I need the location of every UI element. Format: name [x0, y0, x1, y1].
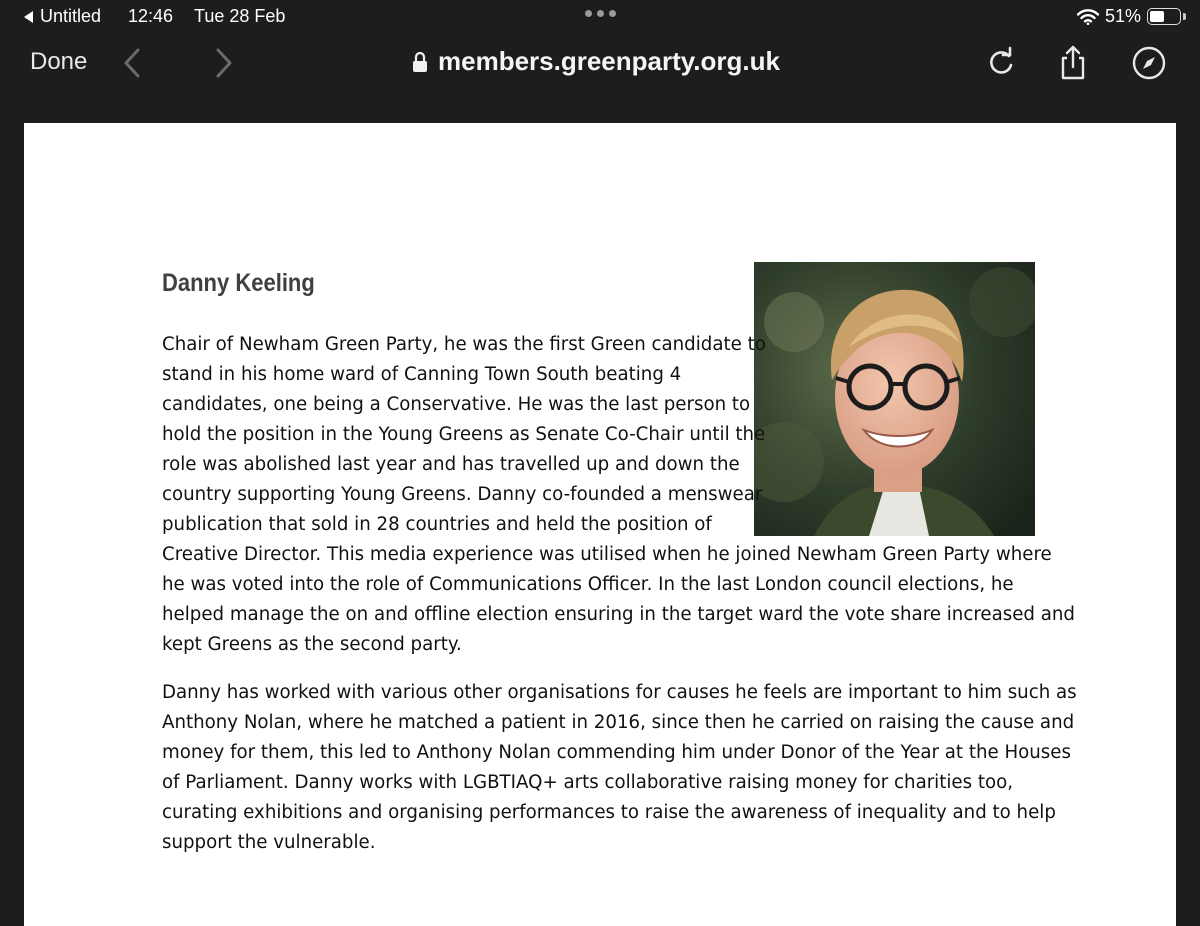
- biography-line: he was voted into the role of Communications Officer. In the last London council elections, he: [162, 574, 1014, 595]
- done-button[interactable]: Done: [30, 48, 88, 75]
- share-icon[interactable]: [1054, 44, 1092, 82]
- wifi-icon: [1077, 9, 1099, 25]
- biography-line: Anthony Nolan, where he matched a patient in 2016, since then he carried on raising the cause and: [162, 712, 1075, 733]
- status-date: Tue 28 Feb: [194, 6, 286, 26]
- biography-line: kept Greens as the second party.: [162, 634, 462, 655]
- biography-line: support the vulnerable.: [162, 832, 376, 853]
- battery-icon: [1147, 8, 1181, 25]
- back-triangle-icon: [24, 11, 34, 23]
- biography-line: curating exhibitions and organising performances to raise the awareness of inequality and to help: [162, 802, 1056, 823]
- biography-line: money for them, this led to Anthony Nolan commending him under Donor of the Year at the Houses: [162, 742, 1071, 763]
- biography-line: country supporting Young Greens. Danny co-founded a menswear: [162, 484, 763, 505]
- browser-toolbar: [0, 34, 1200, 100]
- biography-line: of Parliament. Danny works with LGBTIAQ+ arts collaborative raising money for charities too,: [162, 772, 1014, 793]
- status-right: [1077, 6, 1186, 27]
- lock-icon: [412, 51, 428, 73]
- biography-line: hold the position in the Young Greens as Senate Co-Chair until the: [162, 424, 766, 445]
- back-app-label: Untitled: [40, 6, 102, 26]
- document-page: [24, 123, 1176, 926]
- back-chevron-icon[interactable]: [118, 46, 148, 80]
- biography-line: candidates, one being a Conservative. He was the last person to: [162, 394, 751, 415]
- reload-icon[interactable]: [982, 44, 1020, 82]
- battery-percent: 51%: [1104, 6, 1141, 26]
- biography-line: helped manage the on and offline election ensuring in the target ward the vote share increased and: [162, 604, 1075, 625]
- biography-line: Danny has worked with various other organisations for causes he feels are important to him such as: [162, 682, 1077, 703]
- back-to-app[interactable]: [24, 6, 101, 27]
- biography-line: stand in his home ward of Canning Town South beating 4: [162, 364, 682, 385]
- biography-text: [162, 330, 1077, 858]
- address-bar[interactable]: [412, 46, 780, 77]
- battery-nub: [1183, 13, 1186, 20]
- multitasking-dots-icon[interactable]: [585, 10, 616, 17]
- person-name-heading: Danny Keeling: [162, 269, 315, 297]
- status-bar: [0, 0, 1200, 34]
- url-text: members.greenparty.org.uk: [438, 46, 780, 76]
- biography-line: role was abolished last year and has travelled up and down the: [162, 454, 740, 475]
- biography-paragraph-2: [162, 678, 1077, 858]
- biography-line: publication that sold in 28 countries and held the position of: [162, 514, 712, 535]
- status-time: 12:46: [128, 6, 174, 26]
- biography-line: Chair of Newham Green Party, he was the first Green candidate to: [162, 334, 766, 355]
- compass-icon[interactable]: [1130, 44, 1168, 82]
- forward-chevron-icon[interactable]: [208, 46, 238, 80]
- biography-line: Creative Director. This media experience was utilised when he joined Newham Green Party where: [162, 544, 1052, 565]
- biography-paragraph-1: [162, 330, 1075, 660]
